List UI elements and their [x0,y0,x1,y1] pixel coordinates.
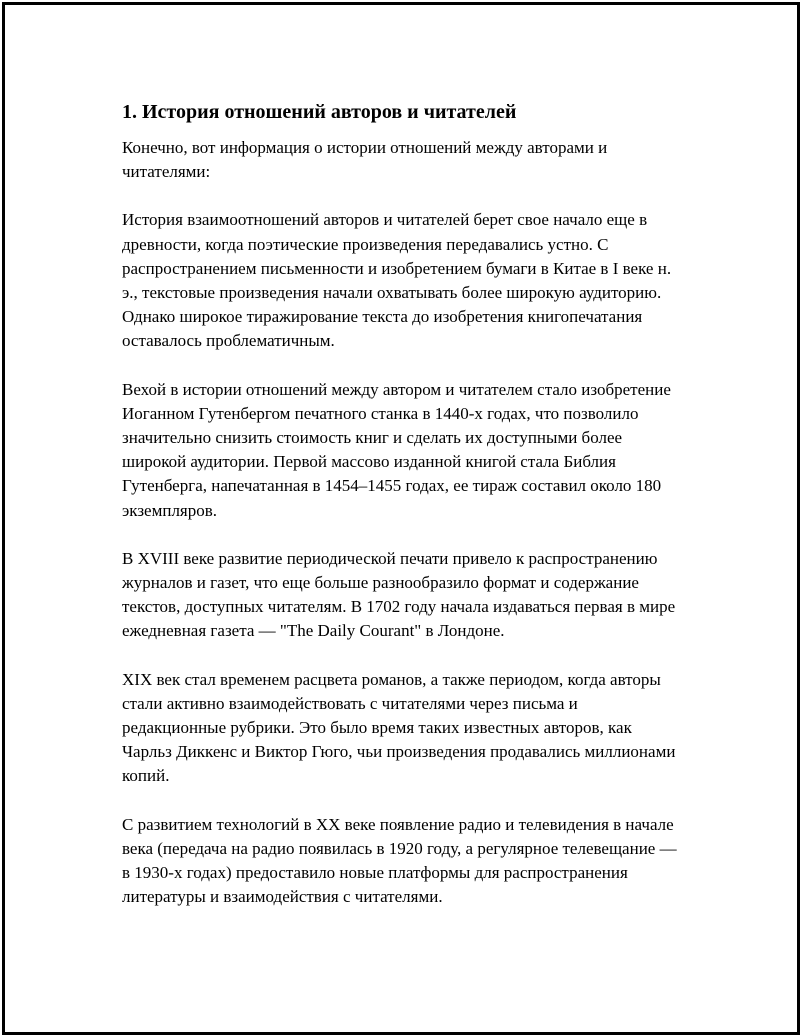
paragraph-19th-century: XIX век стал временем расцвета романов, а также периодом, когда авторы стали активно взаимодействовать с читателями через письма и редакционные рубрики. Это было время таких известных авторов, как Чарльз Диккенс и Виктор Гюго, чьи произведения продавались миллионами копий. [122,669,676,786]
paragraph-intro: Конечно, вот информация о истории отношений между авторами и читателями: [122,138,608,182]
document-body [122,99,685,933]
paragraph-antiquity: История взаимоотношений авторов и читателей берет свое начало еще в древности, когда поэтические произведения передавались устно. С распространением письменности и изобретением бумаги в Китае в I веке н. э., текстовые произведения начали охватывать более широкую аудиторию. Однако широкое тиражирование текста до изобретения книгопечатания оставалось проблематичным. [122,210,672,351]
page-frame [2,2,800,1035]
paragraph-20th-century: С развитием технологий в XX веке появление радио и телевидения в начале века (передача на радио появилась в 1920 году, а регулярное телевещание — в 1930-х годах) предоставило новые платформы для распространения литературы и взаимодействия с читателями. [122,814,677,907]
section-heading: 1. История отношений авторов и читателей [122,101,517,123]
paragraph-18th-century: В XVIII веке развитие периодической печати привело к распространению журналов и газет, что еще больше разнообразило формат и содержание текстов, доступных читателям. В 1702 году начала издаваться первая в мире ежедневная газета — "The Daily Courant" в Лондоне. [122,548,676,641]
paragraph-gutenberg: Вехой в истории отношений между автором и читателем стало изобретение Иоганном Гутенбергом печатного станка в 1440-х годах, что позволило значительно снизить стоимость книг и сделать их доступными более широкой аудитории. Первой массово изданной книгой стала Библия Гутенберга, напечатанная в 1454–1455 годах, ее тираж составил около 180 экземпляров. [122,379,671,520]
